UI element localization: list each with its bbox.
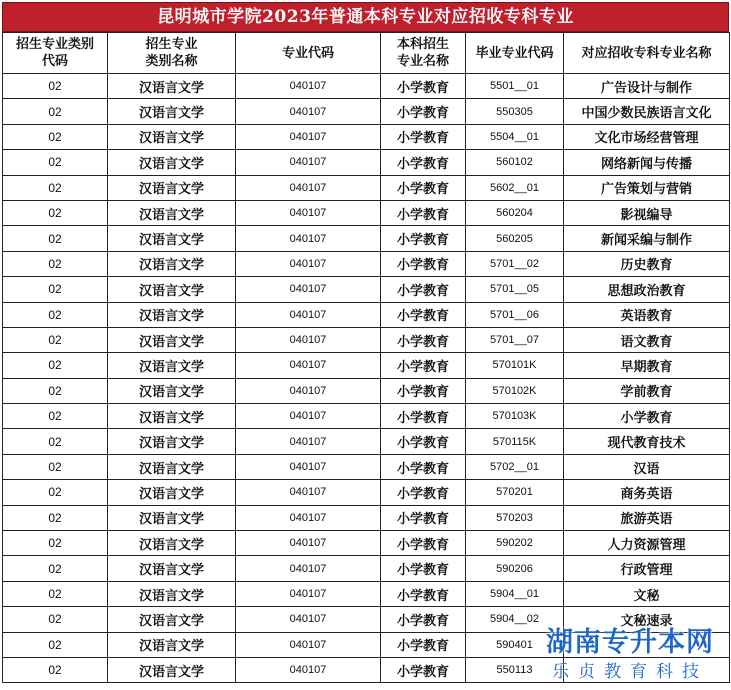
table-body bbox=[3, 74, 730, 683]
table-title: 昆明城市学院2023年普通本科专业对应招收专科专业 bbox=[2, 2, 729, 32]
cell-grad-code: 550113 bbox=[466, 657, 564, 682]
cell-bk-major: 小学教育 bbox=[381, 99, 466, 124]
cell-cat-code: 02 bbox=[3, 404, 108, 429]
cell-bk-major: 小学教育 bbox=[381, 454, 466, 479]
cell-major-code: 040107 bbox=[236, 657, 381, 682]
cell-cat-name: 汉语言文学 bbox=[108, 505, 236, 530]
cell-zk-major: 影视编导 bbox=[564, 200, 730, 225]
cell-zk-major: 现代教育技术 bbox=[564, 429, 730, 454]
cell-major-code: 040107 bbox=[236, 251, 381, 276]
cell-bk-major: 小学教育 bbox=[381, 226, 466, 251]
cell-cat-code: 02 bbox=[3, 657, 108, 682]
cell-major-code: 040107 bbox=[236, 429, 381, 454]
cell-major-code: 040107 bbox=[236, 531, 381, 556]
cell-zk-major: 商务英语 bbox=[564, 480, 730, 505]
cell-cat-code: 02 bbox=[3, 607, 108, 632]
cell-bk-major: 小学教育 bbox=[381, 302, 466, 327]
header-grad-code-line-1: 毕业专业代码 bbox=[475, 45, 554, 61]
cell-grad-code: 5904__02 bbox=[466, 607, 564, 632]
cell-major-code: 040107 bbox=[236, 124, 381, 149]
cell-bk-major: 小学教育 bbox=[381, 607, 466, 632]
cell-cat-code: 02 bbox=[3, 74, 108, 99]
table-row bbox=[3, 505, 730, 530]
table-row bbox=[3, 607, 730, 632]
table-row bbox=[3, 404, 730, 429]
cell-major-code: 040107 bbox=[236, 378, 381, 403]
cell-cat-name: 汉语言文学 bbox=[108, 556, 236, 581]
cell-zk-major: 中国少数民族语言文化 bbox=[564, 99, 730, 124]
header-major-code-line-1: 专业代码 bbox=[281, 45, 334, 61]
cell-cat-name: 汉语言文学 bbox=[108, 74, 236, 99]
table-row bbox=[3, 99, 730, 124]
cell-cat-code: 02 bbox=[3, 505, 108, 530]
cell-cat-name: 汉语言文学 bbox=[108, 226, 236, 251]
cell-zk-major: 网络新闻与传播 bbox=[564, 150, 730, 175]
cell-cat-code: 02 bbox=[3, 99, 108, 124]
cell-major-code: 040107 bbox=[236, 277, 381, 302]
header-cat-name bbox=[108, 33, 236, 74]
cell-grad-code: 5701__06 bbox=[466, 302, 564, 327]
major-table bbox=[2, 32, 730, 683]
cell-cat-name: 汉语言文学 bbox=[108, 454, 236, 479]
header-cat-name-line-1: 招生专业 bbox=[145, 37, 198, 52]
cell-major-code: 040107 bbox=[236, 607, 381, 632]
cell-bk-major: 小学教育 bbox=[381, 657, 466, 682]
cell-cat-name: 汉语言文学 bbox=[108, 150, 236, 175]
cell-bk-major: 小学教育 bbox=[381, 277, 466, 302]
cell-cat-name: 汉语言文学 bbox=[108, 378, 236, 403]
cell-zk-major: 人力资源管理 bbox=[564, 531, 730, 556]
cell-major-code: 040107 bbox=[236, 404, 381, 429]
document-page bbox=[2, 2, 729, 683]
header-bk-major bbox=[381, 33, 466, 74]
cell-zk-major: 历史教育 bbox=[564, 251, 730, 276]
cell-cat-name: 汉语言文学 bbox=[108, 480, 236, 505]
cell-cat-code: 02 bbox=[3, 556, 108, 581]
cell-bk-major: 小学教育 bbox=[381, 124, 466, 149]
cell-bk-major: 小学教育 bbox=[381, 556, 466, 581]
cell-zk-major: 英语教育 bbox=[564, 302, 730, 327]
cell-grad-code: 5702__01 bbox=[466, 454, 564, 479]
header-zk-major bbox=[564, 33, 730, 74]
table-row bbox=[3, 124, 730, 149]
cell-cat-code: 02 bbox=[3, 302, 108, 327]
cell-cat-code: 02 bbox=[3, 124, 108, 149]
cell-cat-name: 汉语言文学 bbox=[108, 607, 236, 632]
cell-bk-major: 小学教育 bbox=[381, 200, 466, 225]
cell-bk-major: 小学教育 bbox=[381, 353, 466, 378]
cell-major-code: 040107 bbox=[236, 480, 381, 505]
table-row bbox=[3, 429, 730, 454]
cell-bk-major: 小学教育 bbox=[381, 632, 466, 657]
cell-cat-name: 汉语言文学 bbox=[108, 251, 236, 276]
cell-grad-code: 5501__01 bbox=[466, 74, 564, 99]
cell-cat-code: 02 bbox=[3, 200, 108, 225]
cell-bk-major: 小学教育 bbox=[381, 175, 466, 200]
cell-major-code: 040107 bbox=[236, 353, 381, 378]
table-row bbox=[3, 251, 730, 276]
cell-cat-name: 汉语言文学 bbox=[108, 175, 236, 200]
table-row bbox=[3, 657, 730, 682]
cell-zk-major: 语文教育 bbox=[564, 327, 730, 352]
cell-zk-major: 汉语 bbox=[564, 454, 730, 479]
cell-zk-major: 早期教育 bbox=[564, 353, 730, 378]
cell-major-code: 040107 bbox=[236, 556, 381, 581]
table-row bbox=[3, 454, 730, 479]
cell-bk-major: 小学教育 bbox=[381, 531, 466, 556]
cell-cat-code: 02 bbox=[3, 454, 108, 479]
cell-grad-code: 570101K bbox=[466, 353, 564, 378]
cell-zk-major: 旅游英语 bbox=[564, 505, 730, 530]
cell-bk-major: 小学教育 bbox=[381, 480, 466, 505]
cell-cat-code: 02 bbox=[3, 480, 108, 505]
cell-cat-name: 汉语言文学 bbox=[108, 531, 236, 556]
cell-major-code: 040107 bbox=[236, 454, 381, 479]
cell-grad-code: 570102K bbox=[466, 378, 564, 403]
header-grad-code bbox=[466, 33, 564, 74]
header-zk-major-line-1: 对应招收专科专业名称 bbox=[581, 45, 712, 61]
watermark-sub-text: 乐贞教育科技 bbox=[552, 662, 708, 682]
cell-grad-code: 5504__01 bbox=[466, 124, 564, 149]
table-row bbox=[3, 226, 730, 251]
table-row bbox=[3, 200, 730, 225]
cell-major-code: 040107 bbox=[236, 200, 381, 225]
cell-major-code: 040107 bbox=[236, 327, 381, 352]
cell-cat-name: 汉语言文学 bbox=[108, 632, 236, 657]
cell-zk-major: 新闻采编与制作 bbox=[564, 226, 730, 251]
table-row bbox=[3, 378, 730, 403]
cell-grad-code: 560204 bbox=[466, 200, 564, 225]
cell-bk-major: 小学教育 bbox=[381, 404, 466, 429]
cell-zk-major: 文秘速录 bbox=[564, 607, 730, 632]
cell-zk-major bbox=[564, 657, 730, 682]
table-row bbox=[3, 302, 730, 327]
cell-grad-code: 5701__02 bbox=[466, 251, 564, 276]
cell-cat-name: 汉语言文学 bbox=[108, 581, 236, 606]
cell-major-code: 040107 bbox=[236, 226, 381, 251]
cell-major-code: 040107 bbox=[236, 581, 381, 606]
table-row bbox=[3, 531, 730, 556]
cell-cat-code: 02 bbox=[3, 251, 108, 276]
cell-grad-code: 5602__01 bbox=[466, 175, 564, 200]
cell-zk-major: 文秘 bbox=[564, 581, 730, 606]
cell-major-code: 040107 bbox=[236, 99, 381, 124]
cell-cat-name: 汉语言文学 bbox=[108, 277, 236, 302]
header-bk-major-line-1: 本科招生 bbox=[396, 37, 449, 52]
table-row bbox=[3, 277, 730, 302]
cell-cat-code: 02 bbox=[3, 150, 108, 175]
cell-bk-major: 小学教育 bbox=[381, 74, 466, 99]
cell-cat-name: 汉语言文学 bbox=[108, 327, 236, 352]
header-cat-code-line-1: 招生专业类别 bbox=[15, 37, 94, 52]
cell-cat-name: 汉语言文学 bbox=[108, 657, 236, 682]
cell-cat-code: 02 bbox=[3, 378, 108, 403]
cell-grad-code: 570203 bbox=[466, 505, 564, 530]
cell-grad-code: 550305 bbox=[466, 99, 564, 124]
cell-cat-name: 汉语言文学 bbox=[108, 302, 236, 327]
cell-zk-major: 思想政治教育 bbox=[564, 277, 730, 302]
cell-grad-code: 570115K bbox=[466, 429, 564, 454]
cell-grad-code: 590206 bbox=[466, 556, 564, 581]
cell-cat-name: 汉语言文学 bbox=[108, 200, 236, 225]
cell-zk-major: 行政管理 bbox=[564, 556, 730, 581]
cell-cat-name: 汉语言文学 bbox=[108, 124, 236, 149]
cell-major-code: 040107 bbox=[236, 505, 381, 530]
cell-grad-code: 5904__01 bbox=[466, 581, 564, 606]
cell-grad-code: 570201 bbox=[466, 480, 564, 505]
table-row bbox=[3, 175, 730, 200]
header-major-code bbox=[236, 33, 381, 74]
cell-cat-name: 汉语言文学 bbox=[108, 404, 236, 429]
cell-zk-major: 广告策划与营销 bbox=[564, 175, 730, 200]
cell-cat-name: 汉语言文学 bbox=[108, 429, 236, 454]
cell-bk-major: 小学教育 bbox=[381, 378, 466, 403]
table-row bbox=[3, 327, 730, 352]
cell-zk-major: 小学教育 bbox=[564, 404, 730, 429]
table-row bbox=[3, 632, 730, 657]
cell-bk-major: 小学教育 bbox=[381, 505, 466, 530]
cell-major-code: 040107 bbox=[236, 175, 381, 200]
cell-grad-code: 560205 bbox=[466, 226, 564, 251]
cell-cat-code: 02 bbox=[3, 531, 108, 556]
table-row bbox=[3, 74, 730, 99]
cell-grad-code: 590202 bbox=[466, 531, 564, 556]
header-row bbox=[3, 33, 730, 74]
cell-cat-code: 02 bbox=[3, 277, 108, 302]
cell-zk-major bbox=[564, 632, 730, 657]
cell-grad-code: 560102 bbox=[466, 150, 564, 175]
cell-cat-code: 02 bbox=[3, 632, 108, 657]
cell-cat-code: 02 bbox=[3, 226, 108, 251]
cell-cat-name: 汉语言文学 bbox=[108, 99, 236, 124]
cell-major-code: 040107 bbox=[236, 632, 381, 657]
cell-major-code: 040107 bbox=[236, 302, 381, 327]
cell-major-code: 040107 bbox=[236, 150, 381, 175]
cell-cat-name: 汉语言文学 bbox=[108, 353, 236, 378]
header-cat-code bbox=[3, 33, 108, 74]
table-row bbox=[3, 150, 730, 175]
table-row bbox=[3, 581, 730, 606]
cell-grad-code: 570103K bbox=[466, 404, 564, 429]
cell-cat-code: 02 bbox=[3, 327, 108, 352]
cell-grad-code: 5701__07 bbox=[466, 327, 564, 352]
table-row bbox=[3, 353, 730, 378]
cell-bk-major: 小学教育 bbox=[381, 429, 466, 454]
cell-zk-major: 文化市场经营管理 bbox=[564, 124, 730, 149]
watermark-main-text: 湖南专升本网 bbox=[546, 627, 714, 658]
cell-bk-major: 小学教育 bbox=[381, 251, 466, 276]
header-cat-name-line-2: 类别名称 bbox=[145, 54, 198, 69]
table-row bbox=[3, 556, 730, 581]
cell-cat-code: 02 bbox=[3, 429, 108, 454]
header-cat-code-line-2: 代码 bbox=[41, 54, 68, 69]
cell-grad-code: 590401 bbox=[466, 632, 564, 657]
cell-cat-code: 02 bbox=[3, 353, 108, 378]
table-row bbox=[3, 480, 730, 505]
cell-bk-major: 小学教育 bbox=[381, 581, 466, 606]
cell-bk-major: 小学教育 bbox=[381, 327, 466, 352]
header-bk-major-line-2: 专业名称 bbox=[396, 54, 449, 69]
cell-zk-major: 学前教育 bbox=[564, 378, 730, 403]
cell-grad-code: 5701__05 bbox=[466, 277, 564, 302]
cell-zk-major: 广告设计与制作 bbox=[564, 74, 730, 99]
cell-cat-code: 02 bbox=[3, 581, 108, 606]
cell-bk-major: 小学教育 bbox=[381, 150, 466, 175]
cell-major-code: 040107 bbox=[236, 74, 381, 99]
cell-cat-code: 02 bbox=[3, 175, 108, 200]
